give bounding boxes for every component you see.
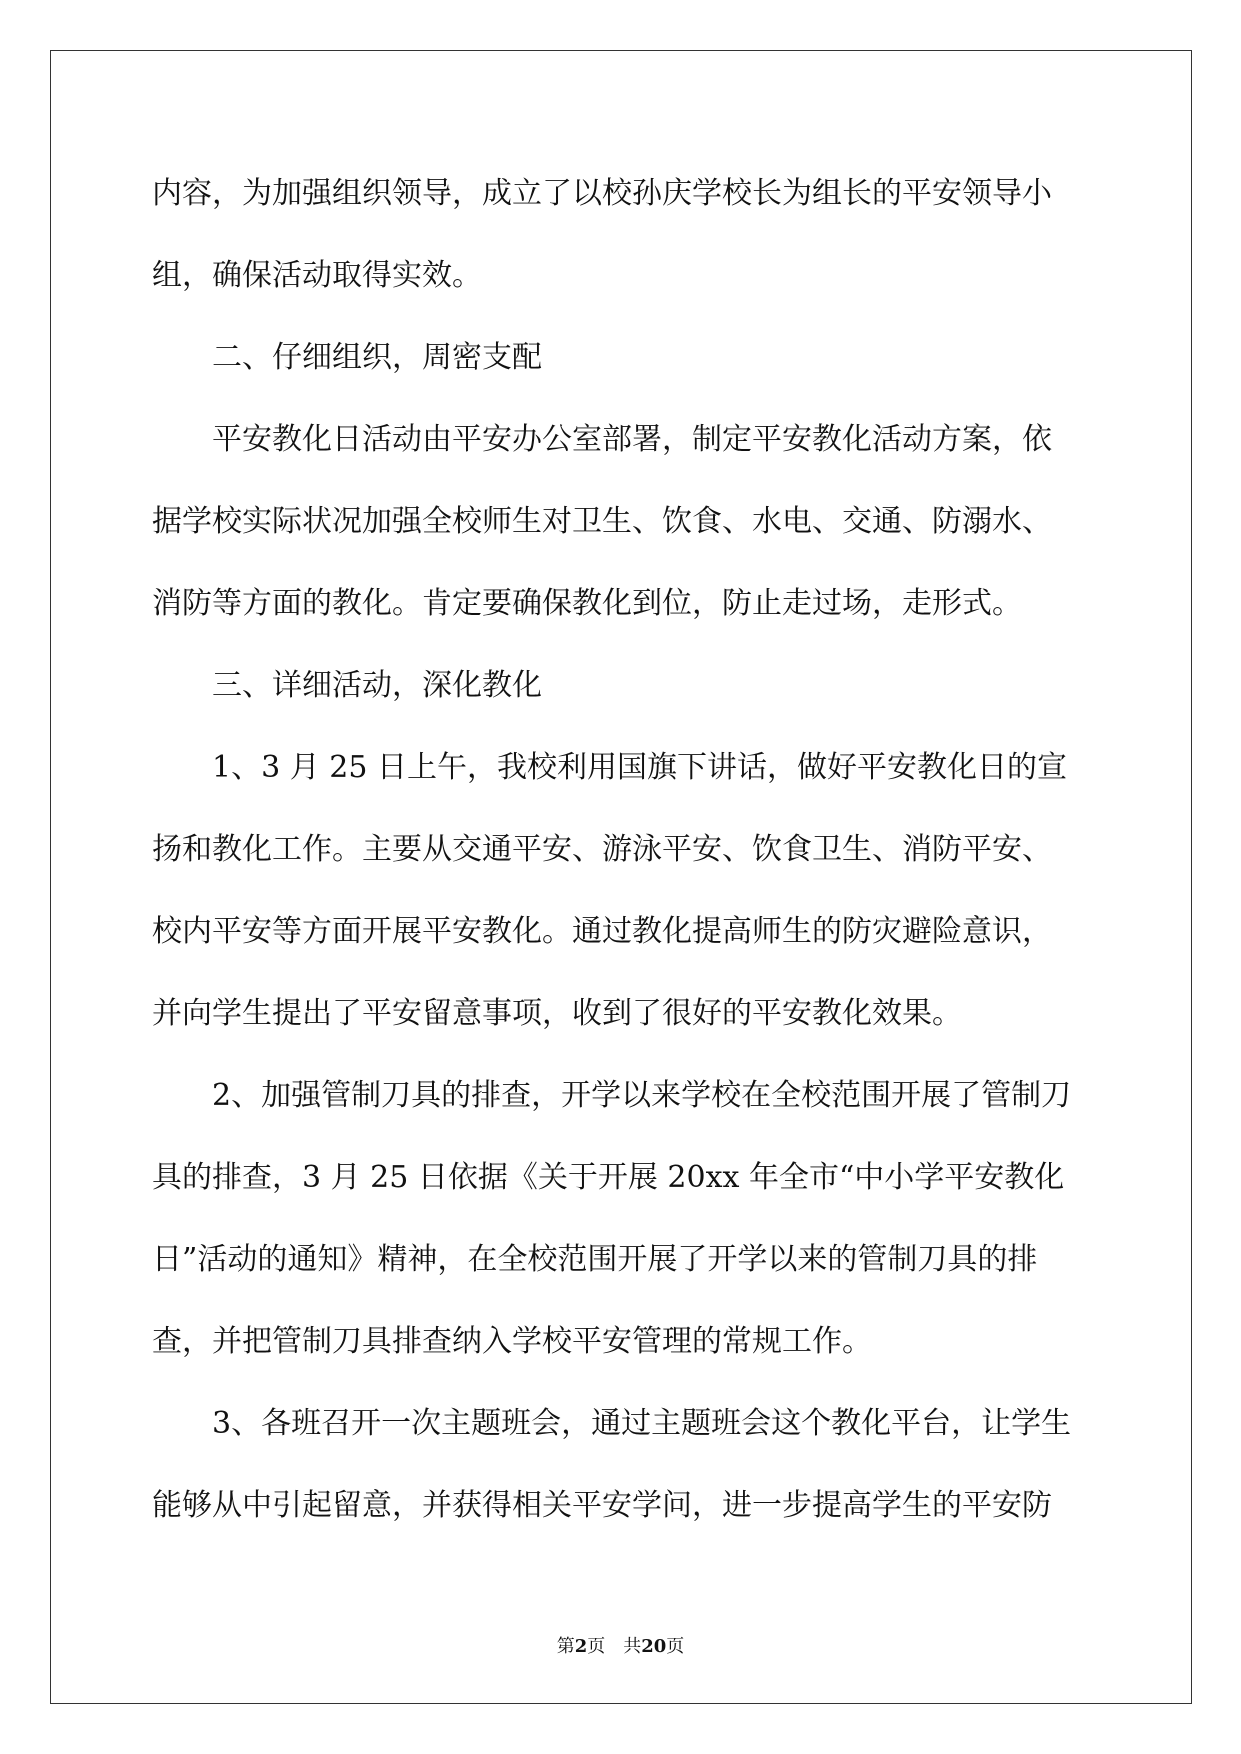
- text-line: 查，并把管制刀具排查纳入学校平安管理的常规工作。: [152, 1324, 872, 1359]
- text-line: 2、加强管制刀具的排查，开学以来学校在全校范围开展了管制刀: [212, 1078, 1072, 1113]
- footer-suffix: 页: [666, 1636, 685, 1657]
- text-line: 3、各班召开一次主题班会，通过主题班会这个教化平台，让学生: [212, 1406, 1072, 1441]
- text-line: 日”活动的通知》精神，在全校范围开展了开学以来的管制刀具的排: [152, 1242, 1038, 1277]
- footer-prefix: 第: [556, 1636, 575, 1657]
- text-line: 平安教化日活动由平安办公室部署，制定平安教化活动方案，依: [212, 422, 1052, 457]
- text-line: 1、3 月 25 日上午，我校利用国旗下讲话，做好平安教化日的宣: [212, 750, 1067, 785]
- total-pages: 20: [641, 1636, 667, 1657]
- text-line: 组，确保活动取得实效。: [152, 258, 482, 293]
- text-line: 并向学生提出了平安留意事项，收到了很好的平安教化效果。: [152, 996, 962, 1031]
- page-footer: [0, 1632, 1241, 1658]
- text-line: 能够从中引起留意，并获得相关平安学问，进一步提高学生的平安防: [152, 1488, 1052, 1523]
- text-line: 据学校实际状况加强全校师生对卫生、饮食、水电、交通、防溺水、: [152, 504, 1052, 539]
- page-number: 2: [574, 1636, 588, 1657]
- section-heading: 三、详细活动，深化教化: [212, 668, 542, 703]
- page-border: [50, 50, 1192, 1704]
- text-line: 校内平安等方面开展平安教化。通过教化提高师生的防灾避险意识，: [152, 914, 1052, 949]
- text-line: 内容，为加强组织领导，成立了以校孙庆学校长为组长的平安领导小: [152, 176, 1052, 211]
- text-line: 扬和教化工作。主要从交通平安、游泳平安、饮食卫生、消防平安、: [152, 832, 1052, 867]
- section-heading: 二、仔细组织，周密支配: [212, 340, 542, 375]
- text-line: 具的排查，3 月 25 日依据《关于开展 20xx 年全市“中小学平安教化: [152, 1160, 1065, 1195]
- footer-mid: 页 共: [587, 1636, 642, 1657]
- text-line: 消防等方面的教化。肯定要确保教化到位，防止走过场，走形式。: [152, 586, 1022, 621]
